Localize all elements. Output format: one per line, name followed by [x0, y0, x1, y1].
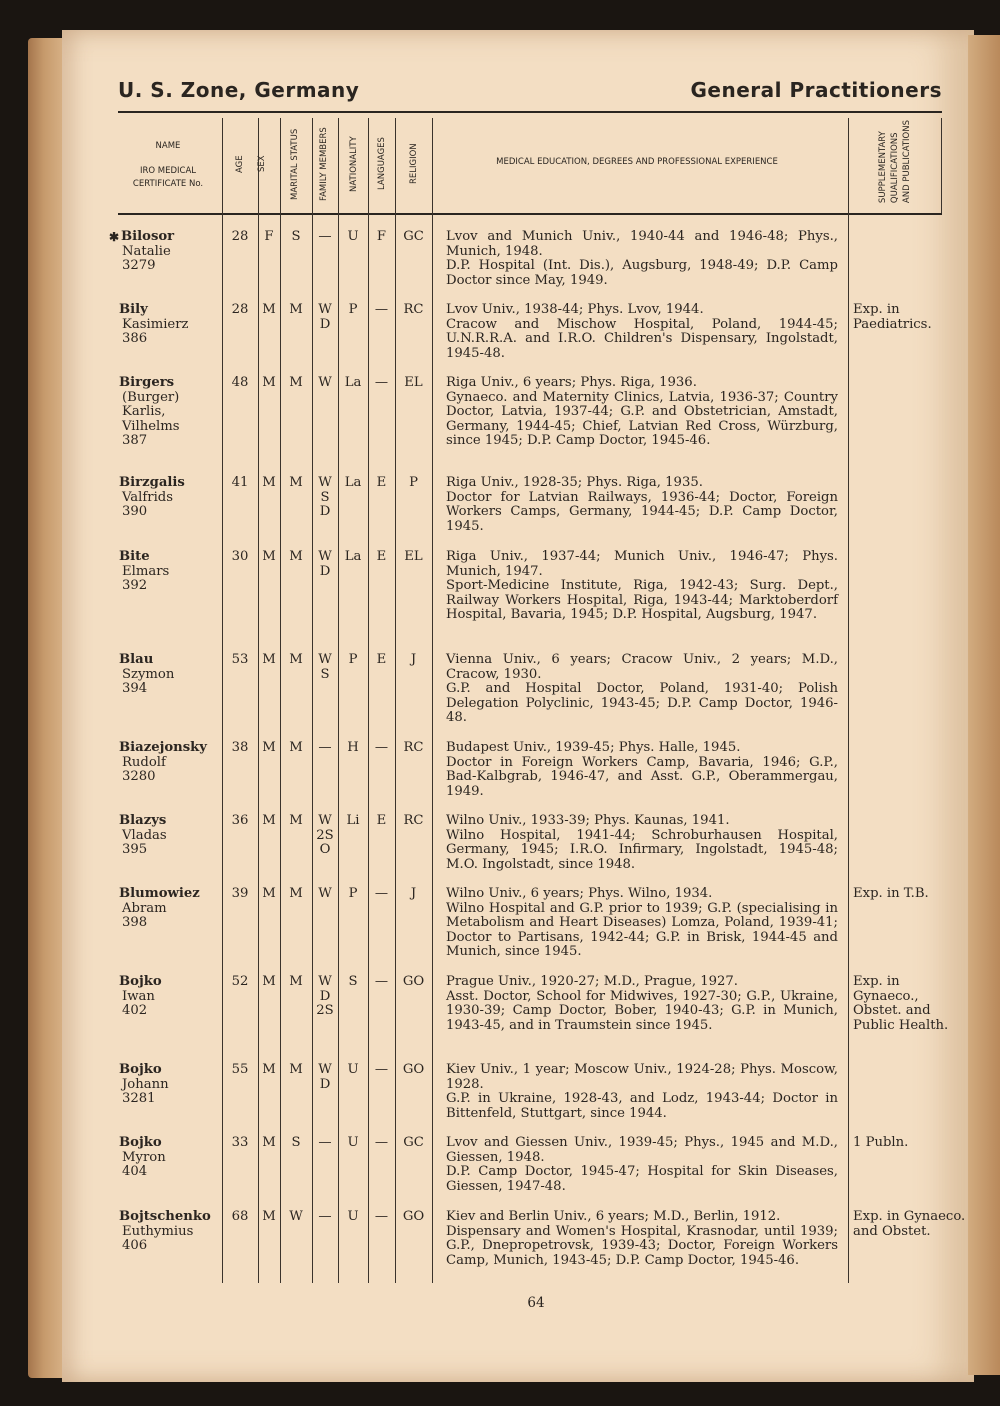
entry-name-cell [110, 550, 222, 594]
entry-nationality: P [348, 302, 358, 317]
entry-supplementary: Exp. in Gynaeco., Obstet. and Public Health. [853, 974, 949, 1033]
entry-family-member: W [318, 886, 332, 901]
entry-name-cell [110, 1063, 222, 1107]
entry-age: 28 [231, 229, 249, 244]
entry-age: 55 [231, 1062, 249, 1077]
entry-family-members [312, 887, 338, 902]
entry-family-member: W [318, 475, 332, 490]
entry-education [446, 550, 838, 623]
entry-education-paragraph: Vienna Univ., 6 years; Cracow Univ., 2 years; M.D., Cracow, 1930. [446, 652, 838, 682]
entry-education-paragraph: Dispensary and Women's Hospital, Krasnodar, until 1939; G.P., Dnepropetrovsk, 1939-43; Doctor, Foreign Workers Camp, Munich, 1943-45; D.P. Camp Doctor, 1945-46. [446, 1223, 838, 1268]
entry-surname-line [110, 814, 222, 829]
entry-surname: Birgers [119, 375, 175, 390]
entry-languages: — [374, 974, 389, 989]
entry-nationality: U [347, 1209, 359, 1224]
entry-education-paragraph: Doctor in Foreign Workers Camp, Bavaria, 1946; G.P., Bad-Kalbgrab, 1946-47, and Asst. G.P., Oberammergau, 1949. [446, 754, 838, 799]
entry-family-members [312, 741, 338, 756]
entry-family-member: — [318, 229, 332, 244]
entry-education [446, 887, 838, 960]
entry-name-cell [110, 975, 222, 1019]
entry-mark-icon: ✱ [109, 230, 120, 244]
entry-age: 52 [231, 974, 249, 989]
entry-nationality: U [347, 229, 359, 244]
entry-surname-line [110, 476, 222, 491]
entry-family-member: S [320, 489, 330, 505]
entry-education [446, 653, 838, 726]
entry-family-members [312, 303, 338, 332]
entry-religion: RC [403, 740, 424, 755]
entry-age: 30 [231, 549, 249, 564]
entry-education-paragraph: Riga Univ., 6 years; Phys. Riga, 1936. [446, 375, 697, 390]
column-header-nationality: NATIONALITY [349, 136, 359, 192]
entry-education-paragraph: Doctor for Latvian Railways, 1936-44; Doctor, Foreign Workers Camps, Germany, 1944-45; D.P. Camp Doctor, 1945. [446, 489, 838, 534]
entry-family-member: W [318, 974, 332, 989]
entry-certificate-number: 3279 [122, 258, 156, 273]
entry-languages: E [376, 475, 387, 490]
entry-education-paragraph: Kiev and Berlin Univ., 6 years; M.D., Berlin, 1912. [446, 1209, 781, 1224]
entry-marital-status: M [289, 302, 303, 317]
column-rule [338, 118, 339, 1283]
entry-family-member: W [318, 652, 332, 667]
entry-languages: — [374, 375, 389, 390]
entry-languages: F [376, 229, 387, 244]
entry-certificate-number: 392 [122, 578, 148, 593]
entry-family-member: W [318, 302, 332, 317]
entry-surname: Bojko [119, 974, 162, 989]
entry-sex: M [262, 302, 276, 317]
entry-certificate-number: 404 [122, 1164, 148, 1179]
column-rule [312, 118, 313, 1283]
entry-religion: GC [403, 1135, 424, 1150]
entry-given-name: Karlis, [122, 404, 166, 419]
entry-given-name: (Burger) [122, 389, 180, 405]
entry-name-cell [110, 1136, 222, 1180]
entry-nationality: H [347, 740, 359, 755]
entry-languages: E [376, 652, 387, 667]
entry-surname: Birzgalis [119, 475, 185, 490]
entry-religion: GC [403, 229, 424, 244]
entry-nationality: La [344, 375, 362, 390]
entry-surname: Blumowiez [119, 886, 200, 901]
page-number: 64 [527, 1295, 545, 1311]
entry-surname: Bite [119, 549, 150, 564]
entry-age: 68 [231, 1209, 249, 1224]
column-rule [432, 118, 433, 1283]
entry-surname-line [110, 975, 222, 990]
entry-name-cell [110, 1210, 222, 1254]
column-header-name: NAME IRO MEDICAL CERTIFICATE No. [132, 141, 204, 189]
column-rule [222, 118, 223, 1283]
entry-education-paragraph: Wilno Hospital and G.P. prior to 1939; G.P. (specialising in Metabolism and Heart Diseases) Lomza, Poland, 1939-41; Doctor to Partisans, 1942-44; G.P. in Brisk, 1944-45 and Munich, since 1945. [446, 900, 838, 959]
entry-surname-line [110, 303, 222, 318]
entry-surname: Bilosor [121, 229, 175, 244]
entry-given-name: Kasimierz [122, 316, 189, 332]
entry-surname: Bojko [119, 1062, 162, 1077]
entry-sex: M [262, 1062, 276, 1077]
column-rule [258, 118, 259, 1283]
column-rule [280, 118, 281, 1283]
entry-age: 48 [231, 375, 249, 390]
entry-sex: M [262, 1135, 276, 1150]
column-rule [395, 118, 396, 1283]
entry-family-member: 2S [316, 1003, 334, 1018]
column-rule [848, 118, 849, 1283]
entry-religion: RC [403, 302, 424, 317]
entry-nationality: La [344, 549, 362, 564]
entry-certificate-number: 406 [122, 1238, 148, 1253]
entry-age: 38 [231, 740, 249, 755]
entry-sex: M [262, 740, 276, 755]
entry-family-members [312, 814, 338, 858]
column-header-marital-status: MARITAL STATUS [290, 128, 300, 200]
entry-family-member: S [320, 666, 330, 682]
entry-surname: Bojtschenko [119, 1209, 211, 1224]
entry-surname-line [110, 1210, 222, 1225]
entry-family-member: W [318, 1062, 332, 1077]
entry-age: 53 [231, 652, 249, 667]
entry-age: 28 [231, 302, 249, 317]
column-header-supplementary: SUPPLEMENTARY QUALIFICATIONS AND PUBLICATIONS [878, 120, 912, 204]
entry-family-member: D [319, 988, 331, 1004]
entry-family-member: D [319, 504, 331, 519]
entry-name-cell [110, 741, 222, 785]
entry-supplementary: 1 Publn. [853, 1135, 909, 1150]
entry-sex: F [264, 229, 274, 244]
header-bottom-rule [118, 213, 942, 215]
entry-family-member: — [318, 740, 332, 755]
entry-languages: — [374, 302, 389, 317]
entry-religion: GO [402, 1062, 425, 1077]
entry-marital-status: M [289, 375, 303, 390]
entry-education [446, 975, 838, 1033]
entry-languages: — [374, 1135, 389, 1150]
entry-education-paragraph: Prague Univ., 1920-27; M.D., Prague, 1927. [446, 974, 738, 989]
entry-supplementary: Exp. in Paediatrics. [853, 302, 932, 332]
entry-family-members [312, 1136, 338, 1151]
entry-religion: J [410, 652, 417, 667]
entry-education [446, 303, 838, 361]
entry-religion: GO [402, 1209, 425, 1224]
entry-name-cell [110, 653, 222, 697]
entry-surname: Blau [119, 652, 154, 667]
entry-given-name: Myron [122, 1149, 166, 1165]
entry-supplementary: Exp. in T.B. [853, 886, 929, 901]
entry-certificate-number: 386 [122, 331, 148, 346]
entry-education-paragraph: Budapest Univ., 1939-45; Phys. Halle, 1945. [446, 740, 741, 755]
entry-nationality: P [348, 652, 358, 667]
entry-given-name: Rudolf [122, 754, 166, 770]
entry-sex: M [262, 886, 276, 901]
entry-family-members [312, 1210, 338, 1225]
entry-family-member: D [319, 563, 331, 579]
entry-religion: J [410, 886, 417, 901]
entry-religion: RC [403, 813, 424, 828]
entry-age: 33 [231, 1135, 249, 1150]
column-header-family-members: FAMILY MEMBERS [319, 127, 329, 201]
entry-name-cell [110, 887, 222, 931]
entry-family-members [312, 975, 338, 1019]
entry-certificate-number: 3281 [122, 1091, 156, 1106]
entry-languages: — [374, 1209, 389, 1224]
entry-education [446, 1063, 838, 1121]
entry-education-paragraph: G.P. and Hospital Doctor, Poland, 1931-40; Polish Delegation Polyclinic, 1943-45; D.P. Camp Doctor, 1946-48. [446, 681, 838, 725]
running-header-left: U. S. Zone, Germany [118, 78, 360, 102]
entry-education [446, 476, 838, 534]
entry-education-paragraph: Lvov and Munich Univ., 1940-44 and 1946-48; Phys., Munich, 1948. [446, 229, 838, 259]
column-header-age: AGE [235, 155, 245, 173]
entry-education-paragraph: G.P. in Ukraine, 1928-43, and Lodz, 1943-44; Doctor in Bittenfeld, Stuttgart, since 1944. [446, 1091, 838, 1121]
entry-sex: M [262, 974, 276, 989]
entry-certificate-number: 3280 [122, 769, 156, 784]
entry-name-cell [110, 230, 222, 274]
entry-education-paragraph: Lvov and Giessen Univ., 1939-45; Phys., 1945 and M.D., Giessen, 1948. [446, 1135, 838, 1165]
entry-given-name: Iwan [122, 988, 155, 1004]
entry-education-paragraph: Sport-Medicine Institute, Riga, 1942-43; Surg. Dept., Railway Workers Hospital, Riga, 1943-44; Marktoberdorf Hospital, Bavaria, 1945; D.P. Hospital, Augsburg, 1947. [446, 578, 838, 622]
entry-certificate-number: 402 [122, 1003, 148, 1018]
entry-religion: P [409, 475, 418, 490]
entry-education-paragraph: Riga Univ., 1928-35; Phys. Riga, 1935. [446, 475, 703, 490]
entry-family-members [312, 1063, 338, 1092]
entry-religion: EL [404, 375, 423, 390]
entry-education [446, 1210, 838, 1268]
entry-family-member: 2S [316, 827, 334, 843]
entry-sex: M [262, 549, 276, 564]
entry-education-paragraph: Cracow and Mischow Hospital, Poland, 1944-45; U.N.R.R.A. and I.R.O. Children's Dispensary, Ingolstadt, 1945-48. [446, 316, 838, 361]
entry-given-name: Valfrids [122, 489, 174, 505]
entry-marital-status: M [289, 652, 303, 667]
page-right-edge [968, 35, 1000, 1375]
entry-family-member: W [318, 813, 332, 828]
entry-given-name: Vladas [122, 827, 167, 843]
entry-marital-status: S [291, 229, 301, 244]
entry-languages: — [374, 1062, 389, 1077]
entry-languages: — [374, 886, 389, 901]
column-header-sex: SEX [257, 155, 267, 173]
column-header-languages: LANGUAGES [377, 137, 387, 191]
entry-marital-status: S [291, 1135, 301, 1150]
entry-supplementary: Exp. in Gynaeco. and Obstet. [853, 1209, 966, 1239]
header-top-rule [118, 111, 942, 113]
entry-name-cell [110, 814, 222, 858]
entry-languages: E [376, 813, 387, 828]
entry-certificate-number: 395 [122, 842, 148, 857]
entry-family-member: — [318, 1135, 332, 1150]
entry-name-cell [110, 476, 222, 520]
entry-marital-status: W [289, 1209, 303, 1224]
entry-nationality: P [348, 886, 358, 901]
entry-certificate-number: 394 [122, 681, 148, 696]
entry-religion: EL [404, 549, 423, 564]
entry-marital-status: M [289, 813, 303, 828]
entry-nationality: La [344, 475, 362, 490]
entry-sex: M [262, 652, 276, 667]
entry-surname-line [110, 1063, 222, 1078]
entry-sex: M [262, 375, 276, 390]
entry-given-name: Abram [122, 900, 167, 916]
entry-languages: E [376, 549, 387, 564]
entry-family-members [312, 230, 338, 245]
entry-given-name: Elmars [122, 563, 170, 579]
entry-family-member: W [318, 549, 332, 564]
entry-nationality: U [347, 1062, 359, 1077]
entry-age: 36 [231, 813, 249, 828]
entry-education [446, 376, 838, 449]
entry-marital-status: M [289, 549, 303, 564]
entry-family-member: D [319, 316, 331, 332]
entry-surname-line [110, 1136, 222, 1151]
entry-education-paragraph: Kiev Univ., 1 year; Moscow Univ., 1924-28; Phys. Moscow, 1928. [446, 1062, 838, 1092]
entry-education-paragraph: Lvov Univ., 1938-44; Phys. Lvov, 1944. [446, 302, 704, 317]
entry-family-members [312, 476, 338, 520]
entry-marital-status: M [289, 475, 303, 490]
entry-surname-line [110, 550, 222, 565]
entry-nationality: S [348, 974, 358, 989]
entry-sex: M [262, 475, 276, 490]
entry-given-name: Szymon [122, 666, 175, 682]
entry-education-paragraph: Wilno Univ., 6 years; Phys. Wilno, 1934. [446, 886, 713, 901]
entry-education-paragraph: Riga Univ., 1937-44; Munich Univ., 1946-47; Phys. Munich, 1947. [446, 549, 838, 579]
entry-certificate-number: 390 [122, 504, 148, 519]
column-rule [368, 118, 369, 1283]
entry-given-name: Natalie [122, 243, 171, 259]
entry-surname-line [110, 741, 222, 756]
entry-surname-line [110, 230, 222, 245]
entry-family-members [312, 550, 338, 579]
entry-languages: — [374, 740, 389, 755]
entry-religion: GO [402, 974, 425, 989]
entry-family-members [312, 376, 338, 391]
entry-certificate-number: 387 [122, 433, 148, 448]
entry-education-paragraph: D.P. Camp Doctor, 1945-47; Hospital for Skin Diseases, Giessen, 1947-48. [446, 1164, 838, 1194]
entry-certificate-number: 398 [122, 915, 148, 930]
entry-nationality: U [347, 1135, 359, 1150]
entry-education-paragraph: Gynaeco. and Maternity Clinics, Latvia, 1936-37; Country Doctor, Latvia, 1937-44; G.P. and Obstetrician, Amstadt, Germany, 1944-45; Chief, Latvian Red Cross, Würzburg, since 1945; D.P. Camp Doctor, 1945-46. [446, 389, 838, 448]
entry-surname-line [110, 376, 222, 391]
entry-marital-status: M [289, 886, 303, 901]
entry-age: 41 [231, 475, 249, 490]
entry-surname-line [110, 653, 222, 668]
entry-family-member: — [318, 1209, 332, 1224]
entry-marital-status: M [289, 740, 303, 755]
entry-education-paragraph: Wilno Hospital, 1941-44; Schroburhausen Hospital, Germany, 1945; I.R.O. Infirmary, Ingolstadt, 1945-48; M.O. Ingolstadt, since 1948. [446, 827, 838, 872]
column-header-education: MEDICAL EDUCATION, DEGREES AND PROFESSIONAL EXPERIENCE [496, 157, 778, 167]
entry-age: 39 [231, 886, 249, 901]
column-rule [941, 118, 942, 213]
entry-given-name: Johann [122, 1076, 169, 1092]
entry-sex: M [262, 813, 276, 828]
entry-surname: Bojko [119, 1135, 162, 1150]
entry-education-paragraph: Asst. Doctor, School for Midwives, 1927-30; G.P., Ukraine, 1930-39; Camp Doctor, Bober, 1940-43; G.P. in Munich, 1943-45, and in Traumstein since 1945. [446, 988, 838, 1033]
column-header-religion: RELIGION [409, 143, 419, 185]
entry-nationality: Li [346, 813, 360, 828]
entry-given-name: Vilhelms [122, 418, 180, 434]
entry-education-paragraph: Wilno Univ., 1933-39; Phys. Kaunas, 1941. [446, 813, 730, 828]
entry-marital-status: M [289, 974, 303, 989]
entry-education [446, 741, 838, 799]
entry-education [446, 230, 838, 288]
entry-sex: M [262, 1209, 276, 1224]
entry-family-members [312, 653, 338, 682]
entry-surname: Blazys [119, 813, 167, 828]
entry-name-cell [110, 376, 222, 449]
entry-surname-line [110, 887, 222, 902]
entry-surname: Bily [119, 302, 148, 317]
entry-surname: Biazejonsky [119, 740, 207, 755]
entry-family-member: W [318, 375, 332, 390]
entry-given-name: Euthymius [122, 1223, 194, 1239]
entry-marital-status: M [289, 1062, 303, 1077]
entry-name-cell [110, 303, 222, 347]
entry-education [446, 1136, 838, 1194]
entry-family-member: O [319, 842, 331, 857]
running-header-right: General Practitioners [690, 78, 942, 102]
entry-education [446, 814, 838, 872]
entry-family-member: D [319, 1076, 331, 1092]
entry-education-paragraph: D.P. Hospital (Int. Dis.), Augsburg, 1948-49; D.P. Camp Doctor since May, 1949. [446, 258, 838, 288]
